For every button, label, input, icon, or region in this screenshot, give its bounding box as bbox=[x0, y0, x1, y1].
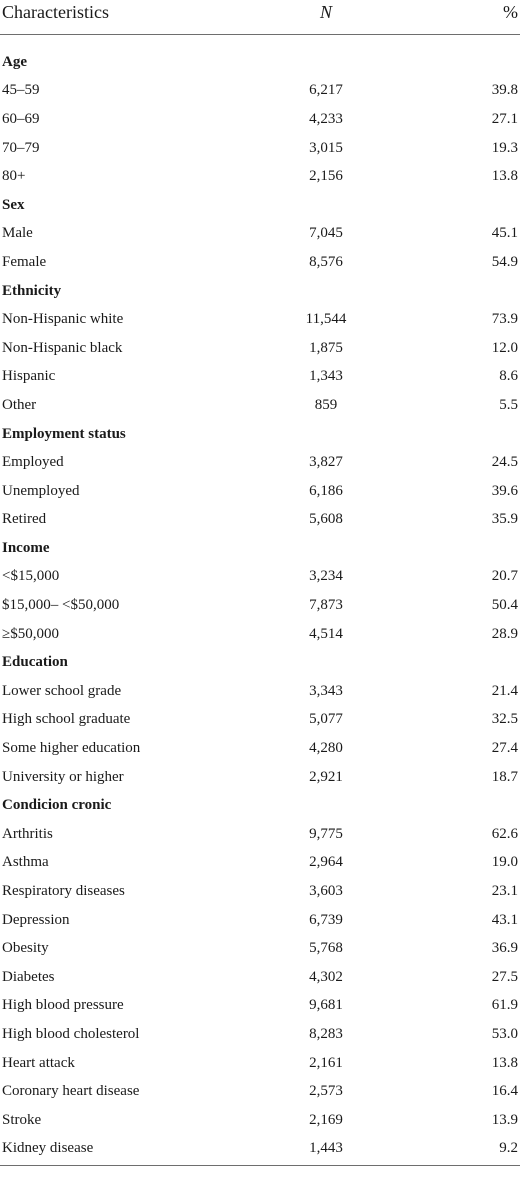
table-row bbox=[0, 1020, 520, 1049]
table-row bbox=[0, 677, 520, 706]
section-header-row bbox=[0, 48, 520, 77]
section-title: Age bbox=[2, 53, 27, 70]
row-n: 9,681 bbox=[309, 997, 343, 1014]
row-percent: 27.4 bbox=[491, 740, 518, 757]
row-percent: 50.4 bbox=[491, 597, 518, 614]
section-header-row bbox=[0, 420, 520, 449]
row-percent: 32.5 bbox=[491, 711, 518, 728]
table-row bbox=[0, 620, 520, 649]
header-percent: % bbox=[503, 2, 518, 22]
row-percent: 73.9 bbox=[491, 311, 518, 328]
section-title: Education bbox=[2, 654, 68, 671]
row-n: 3,827 bbox=[309, 454, 343, 471]
section-header-row bbox=[0, 648, 520, 677]
row-percent: 19.3 bbox=[491, 139, 518, 156]
table-row bbox=[0, 1135, 520, 1164]
row-label: ≥$50,000 bbox=[2, 625, 59, 642]
table-row bbox=[0, 734, 520, 763]
row-label: 70–79 bbox=[2, 139, 40, 156]
table-row bbox=[0, 363, 520, 392]
section-title: Condicion cronic bbox=[2, 797, 112, 814]
row-percent: 20.7 bbox=[491, 568, 518, 585]
row-percent: 12.0 bbox=[491, 339, 518, 356]
row-label: Kidney disease bbox=[2, 1140, 94, 1157]
row-label: Respiratory diseases bbox=[2, 883, 125, 900]
header-n: N bbox=[319, 2, 332, 22]
row-percent: 23.1 bbox=[491, 883, 518, 900]
table-row bbox=[0, 1049, 520, 1078]
row-label: 60–69 bbox=[2, 110, 40, 127]
row-percent: 53.0 bbox=[491, 1025, 518, 1042]
row-n: 8,576 bbox=[309, 253, 343, 270]
table-row bbox=[0, 1106, 520, 1135]
table-row bbox=[0, 849, 520, 878]
row-percent: 19.0 bbox=[491, 854, 518, 871]
row-percent: 43.1 bbox=[491, 911, 518, 928]
row-label: Heart attack bbox=[2, 1054, 75, 1071]
row-n: 6,217 bbox=[309, 82, 343, 99]
row-percent: 39.8 bbox=[491, 82, 518, 99]
row-label: Arthritis bbox=[2, 825, 53, 842]
table-row bbox=[0, 162, 520, 191]
row-percent: 13.8 bbox=[491, 168, 518, 185]
row-n: 5,077 bbox=[309, 711, 343, 728]
row-n: 1,343 bbox=[309, 368, 343, 385]
table-row bbox=[0, 220, 520, 249]
row-n: 6,186 bbox=[309, 482, 343, 499]
row-label: Diabetes bbox=[2, 968, 55, 985]
section-n-empty bbox=[258, 534, 394, 563]
row-label: Female bbox=[2, 253, 47, 270]
section-pct-empty bbox=[394, 277, 520, 306]
row-label: Asthma bbox=[2, 854, 49, 871]
row-label: High blood pressure bbox=[2, 997, 124, 1014]
table-row bbox=[0, 591, 520, 620]
row-percent: 18.7 bbox=[491, 768, 518, 785]
row-label: Obesity bbox=[2, 940, 49, 957]
row-percent: 5.5 bbox=[499, 396, 518, 413]
section-n-empty bbox=[258, 277, 394, 306]
row-percent: 27.5 bbox=[491, 968, 518, 985]
row-n: 4,302 bbox=[309, 968, 343, 985]
table-body bbox=[0, 48, 520, 1163]
table-row bbox=[0, 1077, 520, 1106]
section-pct-empty bbox=[394, 648, 520, 677]
table-row bbox=[0, 248, 520, 277]
table-row bbox=[0, 334, 520, 363]
section-n-empty bbox=[258, 791, 394, 820]
table-row bbox=[0, 506, 520, 535]
row-percent: 39.6 bbox=[491, 482, 518, 499]
row-label: Coronary heart disease bbox=[2, 1083, 140, 1100]
row-n: 6,739 bbox=[309, 911, 343, 928]
table-row bbox=[0, 934, 520, 963]
row-percent: 13.9 bbox=[491, 1111, 518, 1128]
row-n: 5,608 bbox=[309, 511, 343, 528]
row-n: 1,875 bbox=[309, 339, 343, 356]
section-n-empty bbox=[258, 420, 394, 449]
table-row bbox=[0, 305, 520, 334]
row-label: University or higher bbox=[2, 768, 124, 785]
row-n: 5,768 bbox=[309, 940, 343, 957]
table-row bbox=[0, 105, 520, 134]
row-percent: 62.6 bbox=[491, 825, 518, 842]
row-n: 9,775 bbox=[309, 825, 343, 842]
section-pct-empty bbox=[394, 191, 520, 220]
header-row bbox=[0, 0, 520, 48]
row-label: Male bbox=[2, 225, 33, 242]
row-n: 8,283 bbox=[309, 1025, 343, 1042]
section-header-row bbox=[0, 534, 520, 563]
row-n: 7,045 bbox=[309, 225, 343, 242]
row-percent: 45.1 bbox=[491, 225, 518, 242]
row-n: 2,156 bbox=[309, 168, 343, 185]
row-n: 2,921 bbox=[309, 768, 343, 785]
section-title: Employment status bbox=[2, 425, 126, 442]
row-label: Depression bbox=[2, 911, 70, 928]
table-row bbox=[0, 877, 520, 906]
table-row bbox=[0, 563, 520, 592]
section-pct-empty bbox=[394, 420, 520, 449]
row-label: <$15,000 bbox=[2, 568, 60, 585]
section-n-empty bbox=[258, 191, 394, 220]
table-row bbox=[0, 706, 520, 735]
row-n: 7,873 bbox=[309, 597, 343, 614]
section-header-row bbox=[0, 791, 520, 820]
row-percent: 24.5 bbox=[491, 454, 518, 471]
row-label: Some higher education bbox=[2, 740, 141, 757]
row-n: 3,234 bbox=[309, 568, 343, 585]
row-n: 3,015 bbox=[309, 139, 343, 156]
row-label: Other bbox=[2, 396, 37, 413]
row-percent: 21.4 bbox=[491, 682, 518, 699]
row-label: Hispanic bbox=[2, 368, 56, 385]
row-percent: 8.6 bbox=[499, 368, 518, 385]
row-percent: 28.9 bbox=[491, 625, 518, 642]
table-row bbox=[0, 134, 520, 163]
row-percent: 16.4 bbox=[491, 1083, 518, 1100]
section-n-empty bbox=[258, 648, 394, 677]
row-n: 1,443 bbox=[309, 1140, 343, 1157]
row-label: Non-Hispanic black bbox=[2, 339, 123, 356]
section-n-empty bbox=[258, 48, 394, 77]
row-label: High blood cholesterol bbox=[2, 1025, 140, 1042]
row-label: Non-Hispanic white bbox=[2, 311, 124, 328]
table-row bbox=[0, 820, 520, 849]
row-percent: 61.9 bbox=[491, 997, 518, 1014]
row-label: Retired bbox=[2, 511, 47, 528]
row-n: 2,964 bbox=[309, 854, 343, 871]
row-percent: 36.9 bbox=[491, 940, 518, 957]
row-label: Unemployed bbox=[2, 482, 80, 499]
row-n: 3,603 bbox=[309, 883, 343, 900]
section-header-row bbox=[0, 191, 520, 220]
section-header-row bbox=[0, 277, 520, 306]
row-label: Stroke bbox=[2, 1111, 42, 1128]
table-row bbox=[0, 906, 520, 935]
row-n: 4,280 bbox=[309, 740, 343, 757]
row-label: Employed bbox=[2, 454, 64, 471]
row-percent: 35.9 bbox=[491, 511, 518, 528]
table-row bbox=[0, 763, 520, 792]
row-percent: 9.2 bbox=[499, 1140, 518, 1157]
section-pct-empty bbox=[394, 791, 520, 820]
row-n: 4,233 bbox=[309, 110, 343, 127]
row-percent: 54.9 bbox=[491, 253, 518, 270]
header-characteristics: Characteristics bbox=[2, 2, 109, 22]
table-row bbox=[0, 477, 520, 506]
table-row bbox=[0, 963, 520, 992]
row-n: 11,544 bbox=[305, 311, 347, 328]
table-header bbox=[0, 0, 520, 48]
row-percent: 27.1 bbox=[491, 110, 518, 127]
section-title: Ethnicity bbox=[2, 282, 62, 299]
table-row bbox=[0, 391, 520, 420]
row-label: High school graduate bbox=[2, 711, 131, 728]
row-n: 3,343 bbox=[309, 682, 343, 699]
row-label: Lower school grade bbox=[2, 682, 122, 699]
header-rule bbox=[0, 34, 520, 35]
row-n: 4,514 bbox=[309, 625, 343, 642]
section-title: Sex bbox=[2, 196, 25, 213]
row-n: 2,161 bbox=[309, 1054, 343, 1071]
bottom-rule bbox=[0, 1165, 520, 1166]
row-label: $15,000– <$50,000 bbox=[2, 597, 120, 614]
row-n: 2,169 bbox=[309, 1111, 343, 1128]
table-row bbox=[0, 448, 520, 477]
row-percent: 13.8 bbox=[491, 1054, 518, 1071]
table-row bbox=[0, 992, 520, 1021]
section-title: Income bbox=[2, 539, 50, 556]
section-pct-empty bbox=[394, 534, 520, 563]
row-label: 80+ bbox=[2, 168, 26, 185]
row-label: 45–59 bbox=[2, 82, 40, 99]
row-n: 859 bbox=[314, 396, 338, 413]
row-n: 2,573 bbox=[309, 1083, 343, 1100]
table-row bbox=[0, 77, 520, 106]
section-pct-empty bbox=[394, 48, 520, 77]
